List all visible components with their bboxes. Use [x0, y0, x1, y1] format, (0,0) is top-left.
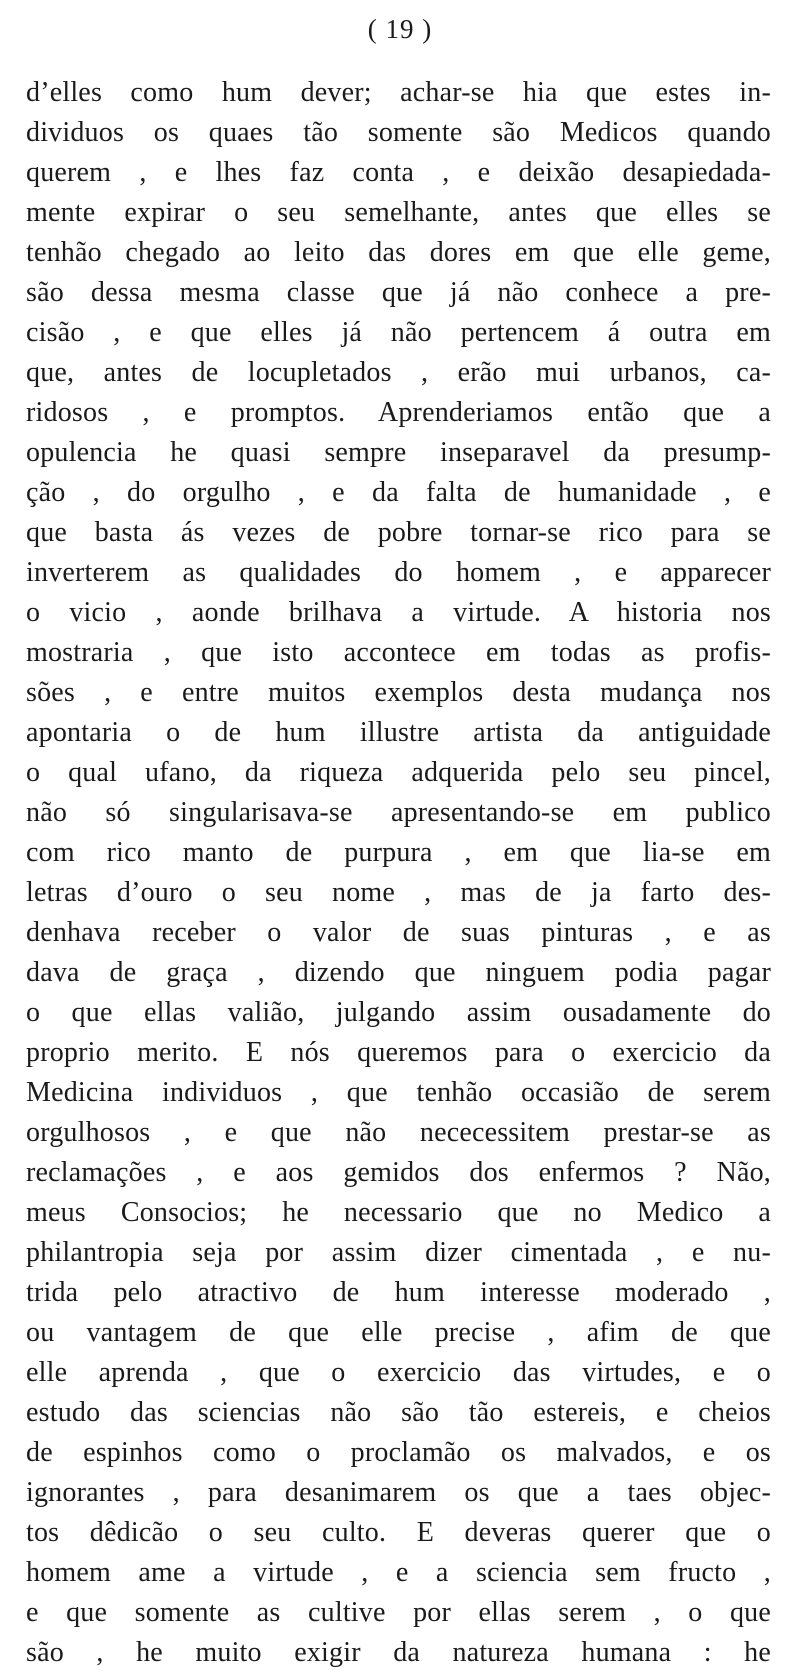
page-number: ( 19 )	[367, 14, 433, 44]
text-line: orgulhosos , e que não nececessitem prestar-se as	[26, 1117, 771, 1148]
text-line: o que ellas valião, julgando assim ousadamente do	[26, 997, 771, 1028]
text-line: de espinhos como o proclamão os malvados, e os	[26, 1437, 771, 1468]
text-body	[26, 73, 771, 1673]
text-line: que, antes de locupletados , erão mui urbanos, ca-	[26, 357, 771, 388]
text-line: denhava receber o valor de suas pinturas , e as	[26, 917, 771, 948]
text-line: reclamações , e aos gemidos dos enfermos ? Não,	[26, 1157, 771, 1188]
text-line: ignorantes , para desanimarem os que a taes objec-	[26, 1477, 771, 1508]
text-line: opulencia he quasi sempre inseparavel da presump-	[26, 437, 771, 468]
text-line: com rico manto de purpura , em que lia-se em	[26, 837, 771, 868]
text-line: e que somente as cultive por ellas serem , o que	[26, 1597, 771, 1628]
text-line: letras d’ouro o seu nome , mas de ja farto des-	[26, 877, 771, 908]
text-line: Medicina individuos , que tenhão occasião de serem	[26, 1077, 771, 1108]
text-line: homem ame a virtude , e a sciencia sem fructo ,	[26, 1557, 771, 1588]
text-line: estudo das sciencias não são tão estereis, e cheios	[26, 1397, 771, 1428]
text-line: não só singularisava-se apresentando-se em publico	[26, 797, 771, 828]
text-line: o qual ufano, da riqueza adquerida pelo seu pincel,	[26, 757, 771, 788]
text-line: dava de graça , dizendo que ninguem podia pagar	[26, 957, 771, 988]
text-line: querem , e lhes faz conta , e deixão desapiedada-	[26, 157, 771, 188]
text-line: apontaria o de hum illustre artista da antiguidade	[26, 717, 771, 748]
text-line: que basta ás vezes de pobre tornar-se rico para se	[26, 517, 771, 548]
text-line: inverterem as qualidades do homem , e apparecer	[26, 557, 771, 588]
text-line: meus Consocios; he necessario que no Medico a	[26, 1197, 771, 1228]
text-line: d’elles como hum dever; achar-se hia que estes in-	[26, 77, 771, 108]
text-line: são dessa mesma classe que já não conhece a pre-	[26, 277, 771, 308]
text-line: são , he muito exigir da natureza humana : he	[26, 1637, 771, 1668]
text-line: trida pelo atractivo de hum interesse moderado ,	[26, 1277, 771, 1308]
text-line: ou vantagem de que elle precise , afim de que	[26, 1317, 771, 1348]
text-line: mente expirar o seu semelhante, antes que elles se	[26, 197, 771, 228]
text-line: philantropia seja por assim dizer cimentada , e nu-	[26, 1237, 771, 1268]
text-line: ção , do orgulho , e da falta de humanidade , e	[26, 477, 771, 508]
text-line: mostraria , que isto accontece em todas as profis-	[26, 637, 771, 668]
text-line: o vicio , aonde brilhava a virtude. A historia nos	[26, 597, 771, 628]
text-line: tos dêdicão o seu culto. E deveras querer que o	[26, 1517, 771, 1548]
text-line: dividuos os quaes tão somente são Medicos quando	[26, 117, 771, 148]
text-line: sões , e entre muitos exemplos desta mudança nos	[26, 677, 771, 708]
text-line: cisão , e que elles já não pertencem á outra em	[26, 317, 771, 348]
text-line: proprio merito. E nós queremos para o exercicio da	[26, 1037, 771, 1068]
text-line: elle aprenda , que o exercicio das virtudes, e o	[26, 1357, 771, 1388]
text-line: tenhão chegado ao leito das dores em que elle geme,	[26, 237, 771, 268]
text-line: ridosos , e promptos. Aprenderiamos então que a	[26, 397, 771, 428]
